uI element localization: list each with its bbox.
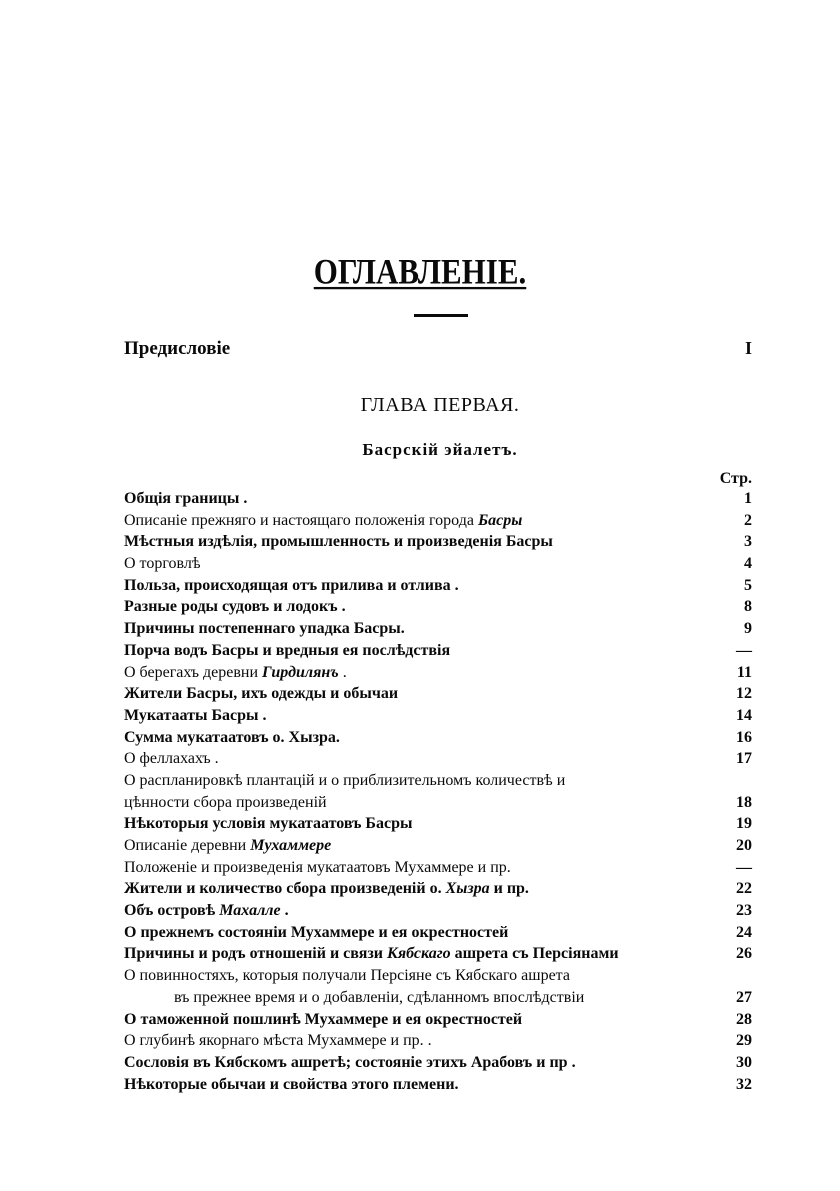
toc-entry-title	[124, 748, 219, 770]
toc-entry-italic-name: Хызра	[445, 880, 490, 898]
toc-entry-page-number: 23	[736, 902, 752, 920]
toc-entry-title	[124, 878, 529, 900]
toc-entry-text: Общія границы .	[124, 490, 248, 507]
toc-entry-page-number: 19	[736, 815, 752, 833]
toc-entry-page-number: 12	[736, 685, 752, 703]
toc-entry-text: Причины и родъ отношеній и связи	[124, 945, 388, 963]
toc-entry-page-number: 32	[736, 1075, 752, 1093]
table-of-contents	[124, 488, 752, 1095]
toc-entry-page-number: 18	[736, 793, 752, 811]
toc-entry-italic-name: Кябскаго	[387, 945, 451, 963]
toc-entry-text: Сословія въ Кябскомъ ашретѣ; состояніе этихъ Арабовъ и пр .	[124, 1053, 576, 1071]
toc-entry-text: въ прежнее время и о добавленіи, сдѣланномъ впослѣдствіи	[174, 988, 585, 1006]
toc-entry	[124, 640, 752, 662]
toc-entry	[124, 878, 752, 900]
toc-entry-title	[124, 596, 346, 618]
toc-entry-italic-name: Басры	[477, 511, 523, 529]
toc-entry-text: Порча водъ Басры и вредныя ея послѣдствія	[124, 641, 451, 659]
toc-entry-title	[124, 618, 405, 640]
toc-entry-title	[124, 900, 289, 922]
toc-entry-page-number: 11	[736, 663, 752, 681]
toc-entry-text: Описаніе деревни	[124, 837, 251, 854]
toc-entry-text: цѣнности сбора произведеній	[124, 793, 327, 811]
toc-entry-text: Сумма мукатаатовъ о. Хызра.	[124, 728, 340, 746]
preface-page-number: I	[744, 338, 752, 358]
toc-entry-page-number: 29	[736, 1032, 752, 1050]
toc-entry-page-number: 14	[736, 706, 752, 724]
toc-entry-title	[124, 662, 347, 684]
toc-entry-text: О феллахахъ .	[124, 750, 219, 768]
toc-entry	[124, 922, 752, 944]
chapter-heading: ГЛАВА ПЕРВАЯ.	[360, 394, 520, 416]
toc-entry-title	[124, 553, 201, 575]
toc-entry-text: Нѣкоторые обычаи и свойства этого племени.	[124, 1075, 459, 1093]
toc-entry-title	[124, 965, 570, 987]
preface-label: Предисловіе	[124, 338, 231, 359]
toc-entry-text-tail: .	[280, 902, 289, 920]
toc-entry-italic-name: Мухаммере	[250, 837, 332, 854]
toc-entry	[124, 575, 752, 597]
toc-entry	[124, 662, 752, 684]
toc-entry-text: О повинностяхъ, которыя получали Персіяне съ Кябскаго ашрета	[124, 967, 570, 985]
toc-entry-page-number: —	[736, 641, 752, 659]
toc-entry-text-tail: ашрета съ Персіянами	[450, 945, 619, 963]
toc-entry-italic-name: Махалле	[219, 902, 281, 920]
toc-entry-text: О берегахъ деревни	[124, 663, 263, 681]
toc-entry-title	[124, 770, 565, 792]
toc-entry-text: Описаніе прежняго и настоящаго положенія города	[124, 511, 478, 529]
page-column-header: Стр.	[719, 470, 752, 487]
toc-entry-page-number: 5	[744, 576, 752, 594]
preface-entry	[124, 338, 752, 366]
toc-entry-title	[124, 531, 553, 553]
toc-entry-title	[124, 1030, 432, 1052]
toc-entry-title	[124, 575, 459, 597]
toc-entry	[124, 813, 752, 835]
toc-entry	[124, 531, 752, 553]
toc-entry	[124, 1009, 752, 1031]
toc-entry	[124, 596, 752, 618]
toc-entry	[124, 987, 752, 1009]
toc-entry-title	[174, 987, 584, 1009]
toc-entry-page-number: 22	[736, 880, 752, 898]
toc-entry-text: Мѣстныя издѣлія, промышленность и произведенія Басры	[124, 533, 553, 551]
toc-entry-page-number: 1	[744, 490, 752, 507]
toc-entry	[124, 1030, 752, 1052]
toc-entry-page-number: 4	[744, 555, 752, 573]
toc-entry-page-number: 3	[744, 533, 752, 551]
toc-entry	[124, 835, 752, 857]
toc-entry	[124, 727, 752, 749]
toc-entry-title	[124, 510, 522, 532]
toc-entry-title	[124, 705, 267, 727]
toc-entry	[124, 1052, 752, 1074]
toc-entry	[124, 618, 752, 640]
toc-entry-page-number: 24	[736, 923, 752, 941]
toc-entry-title	[124, 922, 508, 944]
toc-entry-text: О таможенной пошлинѣ Мухаммере и ея окрестностей	[124, 1010, 523, 1028]
toc-entry-page-number: 20	[736, 837, 752, 854]
toc-entry-page-number: 2	[744, 511, 752, 529]
toc-entry-title	[124, 1074, 459, 1096]
toc-entry-text: Разные роды судовъ и лодокъ .	[124, 598, 346, 616]
toc-entry	[124, 488, 752, 510]
toc-entry-text: О прежнемъ состояніи Мухаммере и ея окрестностей	[124, 923, 509, 941]
toc-entry	[124, 792, 752, 814]
toc-entry-title	[124, 835, 331, 857]
toc-entry-page-number: 26	[736, 945, 752, 963]
section-heading: Басрскій эйалетъ.	[362, 440, 518, 459]
toc-entry-page-number: 27	[736, 988, 752, 1006]
toc-entry	[124, 553, 752, 575]
toc-entry-text: О торговлѣ	[124, 555, 201, 573]
toc-entry-text-tail: и пр.	[489, 880, 529, 898]
toc-entry	[124, 943, 752, 965]
toc-entry-text: Объ островѣ	[124, 902, 220, 920]
page-title: ОГЛАВЛЕНІЕ.	[313, 251, 527, 292]
toc-entry-title	[124, 943, 619, 965]
toc-entry-title	[124, 727, 340, 749]
toc-entry-title	[124, 488, 247, 510]
toc-entry	[124, 857, 752, 879]
toc-entry-page-number: 17	[736, 750, 752, 768]
toc-entry-text: О распланировкѣ плантацій и о приблизительномъ количествѣ и	[124, 771, 566, 789]
toc-entry-title	[124, 1009, 522, 1031]
toc-entry	[124, 1074, 752, 1096]
toc-entry-page-number: —	[736, 858, 752, 876]
toc-entry-text: О глубинѣ якорнаго мѣста Мухаммере и пр. .	[124, 1032, 432, 1050]
toc-entry-title	[124, 683, 398, 705]
toc-entry-text: Жители и количество сбора произведеній о.	[124, 880, 446, 898]
toc-entry-text-tail: .	[338, 663, 347, 681]
toc-entry-page-number: 28	[736, 1010, 752, 1028]
toc-entry-text: Нѣкоторыя условія мукатаатовъ Басры	[124, 815, 413, 833]
toc-entry-page-number: 8	[744, 598, 752, 616]
toc-entry-title	[124, 857, 511, 879]
toc-entry-title	[124, 640, 450, 662]
toc-entry-page-number: 9	[744, 620, 752, 638]
toc-entry-title	[124, 813, 412, 835]
toc-entry-title	[124, 792, 327, 814]
toc-entry-text: Польза, происходящая отъ прилива и отлива .	[124, 576, 459, 594]
toc-entry	[124, 748, 752, 770]
toc-entry-text: Мукатааты Басры .	[124, 706, 267, 724]
toc-entry	[124, 683, 752, 705]
toc-entry-text: Причины постепеннаго упадка Басры.	[124, 620, 405, 638]
toc-entry-page-number: 16	[736, 728, 752, 746]
toc-entry-text: Положеніе и произведенія мукатаатовъ Мухаммере и пр.	[124, 858, 511, 876]
toc-entry	[124, 705, 752, 727]
toc-entry	[124, 900, 752, 922]
toc-entry-text: Жители Басры, ихъ одежды и обычаи	[124, 685, 399, 703]
toc-entry-title	[124, 1052, 576, 1074]
toc-entry-italic-name: Гирдилянъ	[262, 663, 339, 681]
toc-entry	[124, 965, 752, 987]
title-divider	[414, 314, 468, 317]
toc-entry-page-number: 30	[736, 1053, 752, 1071]
toc-entry	[124, 770, 752, 792]
toc-entry	[124, 510, 752, 532]
